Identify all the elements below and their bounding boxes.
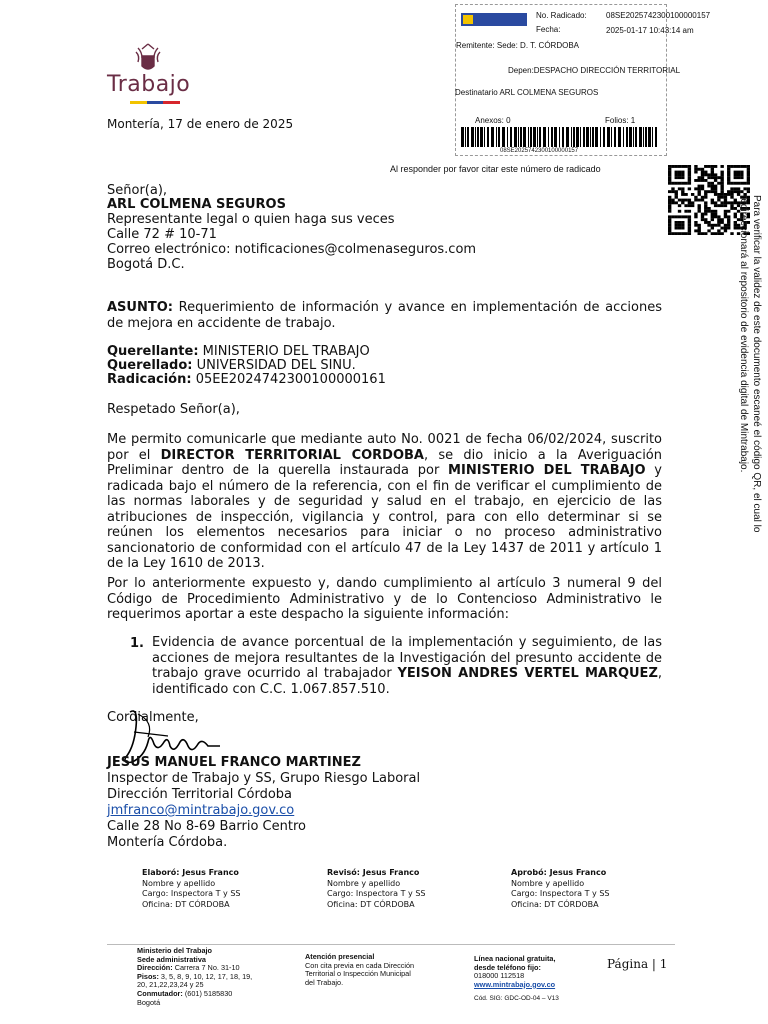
date-line: Montería, 17 de enero de 2025 (107, 117, 294, 131)
recipient-city: Bogotá D.C. (107, 257, 185, 272)
para1-e: y radicada bajo el número de la referencia, con el fin de verificar el cumplimiento de las normas laborales y de seguridad y salud en el trabajo, en ejercicio de las atribuciones de inspección, vigilancia y control, para con ello determinar si se reúnen los elementos necesarios para iniciar o no proceso administrativo sancionatorio de conformidad con el artículo 47 de la Ley 1437 de 2011 y artículo 1 de la Ley 1610 de 2013. (107, 463, 662, 571)
approval-line: Cargo: Inspectora T y SS (327, 889, 426, 898)
approval-head: Revisó: Jesus Franco (327, 868, 420, 877)
para1-querellante: MINISTERIO DEL TRABAJO (448, 463, 646, 478)
radicacion-label: Radicación: (107, 372, 192, 387)
signer-city: Montería Córdoba. (107, 835, 228, 850)
footer-line: desde teléfono fijo: (474, 962, 541, 972)
approval-head: Elaboró: Jesus Franco (142, 868, 239, 877)
signer-office: Dirección Territorial Córdoba (107, 787, 293, 802)
approval-line: Cargo: Inspectora T y SS (511, 889, 610, 898)
item1-a: Evidencia de avance porcentual de la implementación y seguimiento, de las acciones de mejora resultantes de la Investigación del presunto accidente de trabajo grave ocurrido al trabajador (152, 635, 662, 681)
footer-line: del Trabajo. (305, 977, 344, 987)
footer-label: Pisos: (137, 971, 159, 981)
approval-reviso (327, 868, 425, 910)
item1-c: , identificado con C.C. 1.067.857.510. (152, 666, 663, 697)
logo-wordmark: Trabajo (107, 72, 191, 97)
flag-bar (130, 101, 180, 104)
querellante-value: MINISTERIO DEL TRABAJO (202, 344, 370, 359)
item-text (152, 635, 662, 697)
footer-value: (601) 5185830 (182, 988, 233, 998)
footer-website-link[interactable]: www.mintrabajo.gov.co (474, 979, 556, 989)
para1-c: , se dio inicio a la Averiguación Preliminar dentro de la querella instaurada por (107, 447, 662, 478)
footer-label: Dirección: (137, 963, 173, 973)
approval-elaboro (142, 868, 240, 910)
approval-head: Aprobó: Jesus Franco (511, 868, 607, 877)
item1-worker: YEISON ANDRES VERTEL MARQUEZ (397, 666, 658, 681)
signer-email-link[interactable]: jmfranco@mintrabajo.gov.co (107, 803, 295, 818)
querellado-row (107, 358, 356, 373)
recipient-name: ARL COLMENA SEGUROS (107, 197, 286, 212)
footer-line: Línea nacional gratuita, (474, 954, 556, 963)
footer-line: Bogotá (137, 997, 161, 1007)
footer-label: Conmutador: (137, 988, 183, 998)
folios: Folios: 1 (605, 116, 636, 125)
anexos: Anexos: 0 (475, 116, 511, 125)
fecha-value: 2025-01-17 10:43:14 am (606, 26, 694, 35)
footer-linea (474, 955, 604, 989)
footer-line: Con cita previa en cada Dirección (305, 960, 415, 970)
footer-sede (137, 947, 297, 1007)
querellante-row (107, 344, 370, 359)
approval-line: Nombre y apellido (327, 878, 401, 888)
fecha-label: Fecha: (536, 25, 561, 34)
footer-line: Territorial o Inspección Municipal (305, 969, 411, 979)
para1-a: Me permito comunicarle que mediante auto No. 0021 de fecha 06/02/2024, suscrito por el (107, 432, 662, 463)
footer-line (137, 990, 297, 999)
cite-note: Al responder por favor citar este número de radicado (390, 164, 601, 174)
querellante-label: Querellante: (107, 344, 199, 359)
footer-value: Carrera 7 No. 31-10 (172, 963, 240, 973)
querellado-label: Querellado: (107, 358, 193, 373)
destinatario: Destinatario ARL COLMENA SEGUROS (455, 88, 599, 97)
approval-line: Nombre y apellido (511, 878, 585, 888)
footer-line: Ministerio del Trabajo (137, 946, 213, 955)
footer-divider (107, 944, 675, 945)
footer-line: Atención presencial (305, 952, 375, 961)
subject (107, 300, 662, 331)
querellado-value: UNIVERSIDAD DEL SINU. (196, 358, 356, 373)
item-number: 1. (130, 636, 144, 651)
approval-line: Oficina: DT CÓRDOBA (511, 899, 599, 909)
paragraph-request: Por lo anteriormente expuesto y, dando cumplimiento al artículo 3 numeral 9 del Código de Procedimiento Administrativo y de lo Contencioso Administrativo le requerimos aportar a este despacho la siguiente información: (107, 576, 662, 622)
footer-line: 20, 21,22,23,24 y 25 (137, 980, 204, 990)
approval-aprobo (511, 868, 609, 910)
subject-text: Requerimiento de información y avance en implementación de acciones de mejora en accidente de trabajo. (107, 300, 662, 331)
approval-line: Nombre y apellido (142, 878, 216, 888)
subject-label: ASUNTO: (107, 300, 173, 315)
stamp-logo (461, 13, 527, 26)
greeting: Respetado Señor(a), (107, 402, 240, 417)
para1-director: DIRECTOR TERRITORIAL CORDOBA (160, 447, 424, 463)
signer-name: JESUS MANUEL FRANCO MARTINEZ (107, 755, 361, 770)
footer-line: Sede administrativa (137, 954, 206, 964)
paragraph-auto (107, 432, 662, 572)
approval-line: Oficina: DT CÓRDOBA (327, 899, 415, 909)
radicado-label: No. Radicado: (536, 11, 587, 20)
signer-title: Inspector de Trabajo y SS, Grupo Riesgo Laboral (107, 771, 421, 786)
remitente: Remitente: Sede: D. T. CÓRDOBA (456, 41, 580, 50)
recipient-email: Correo electrónico: notificaciones@colmenaseguros.com (107, 242, 477, 257)
footer-code: Cód. SIG: GDC-OD-04 – V13 (474, 995, 559, 1002)
page-number: Página | 1 (607, 957, 668, 971)
approval-line: Cargo: Inspectora T y SS (142, 889, 241, 898)
dependencia: Depen:DESPACHO DIRECCIÓN TERRITORIAL (508, 66, 681, 75)
footer-atencion (305, 953, 455, 987)
verification-note: Para verificar la validez de este documento escaneé el código QR, el cual lo redireccionará al repositorio de evidencia digital de Mintrabajo. (738, 195, 762, 533)
radicacion-value: 05EE2024742300100000161 (195, 372, 386, 387)
footer-value: 3, 5, 8, 9, 10, 12, 17, 18, 19, (158, 971, 253, 981)
salutation: Señor(a), (107, 183, 168, 198)
approval-line: Oficina: DT CÓRDOBA (142, 899, 230, 909)
footer-line: 018000 112518 (474, 971, 525, 981)
barcode-number: 08SE2025742300100000157 (500, 148, 579, 154)
recipient-role: Representante legal o quien haga sus veces (107, 212, 395, 227)
closing: Cordialmente, (107, 710, 199, 725)
radicacion-row (107, 372, 386, 387)
radicado-number: 08SE2025742300100000157 (606, 11, 711, 20)
recipient-address: Calle 72 # 10-71 (107, 227, 217, 242)
signer-address: Calle 28 No 8-69 Barrio Centro (107, 819, 306, 834)
